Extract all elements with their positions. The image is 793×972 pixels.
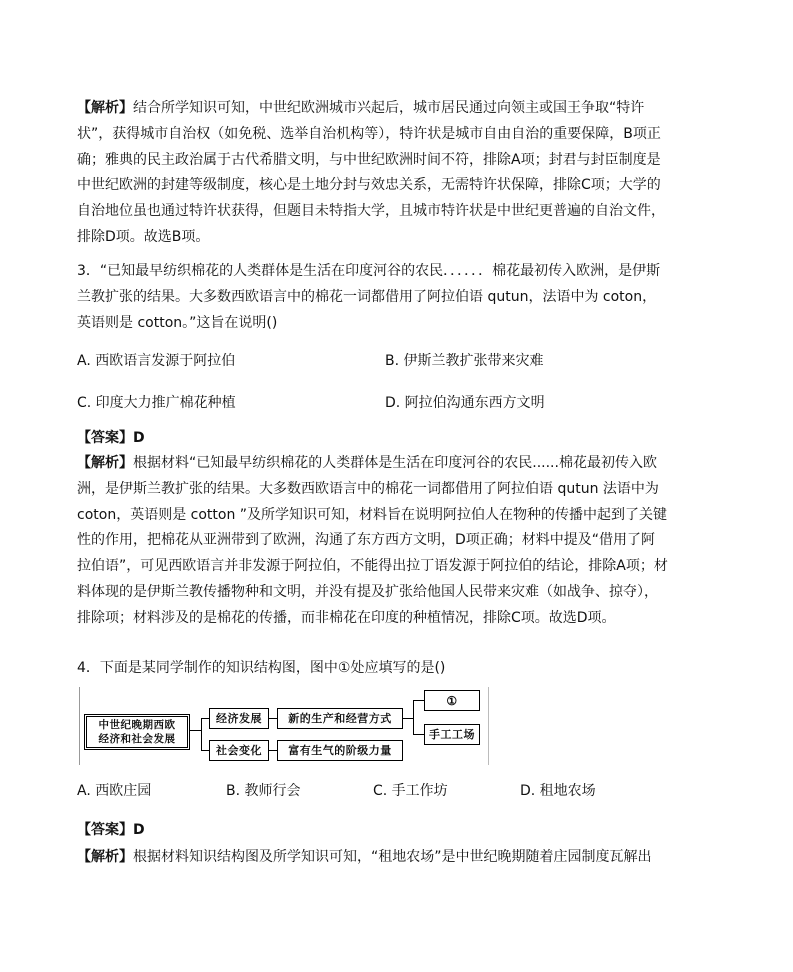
analysis-text: 根据材料“已知最早纺织棉花的人类群体是生活在印度河谷的农民......棉花最初传入欧洲，是伊斯兰教扩张的结果。大多数西欧语言中的棉花一词都借用了阿拉伯语 qutun 法语中为 coton，英语则是 cotton ”及所学知识可知，材料旨在说明阿拉伯人在物种的传播中起到了关键性的作用，把棉花从亚洲带到了欧洲，沟通了东方西方文明，D项正确；材料中提及“借用了阿拉伯语”，可见西欧语言并非发源于阿拉伯，不能得出拉丁语发源于阿拉伯的结论，排除A项；材料体现的是伊斯兰教传播物种和文明，并没有提及扩张给他国人民带来灾难（如战争、掠夺），排除项；材料涉及的是棉花的传播，而非棉花在印度的种植情况，排除C项。故选D项。 (77, 455, 668, 626)
q4-option-c: C. 手工作坊 (373, 783, 448, 799)
connector (413, 734, 424, 735)
connector (413, 700, 424, 701)
q3-option-a: A. 西欧语言发源于阿拉伯 (77, 353, 236, 369)
connector (269, 718, 277, 719)
q3-answer: 【答案】D (77, 430, 145, 446)
analysis-tag: 【解析】 (77, 100, 133, 116)
new-mode-box: 新的生产和经营方式 (277, 708, 403, 729)
analysis-text: 结合所学知识可知，中世纪欧洲城市兴起后，城市居民通过向领主或国王争取“特许状”，获得城市自治权（如免税、选举自治机构等），特许状是城市自由自治的重要保障，B项正确；雅典的民主政治属于古代希腊文明，与中世纪欧洲时间不符，排除A项；封君与封臣制度是中世纪欧洲的封建等级制度，核心是土地分封与效忠关系，无需特许状保障，排除C项；大学的自治地位虽也通过特许状获得，但题目未特指大学，且城市特许状是中世纪更普遍的自治文件，排除D项。故选B项。 (77, 100, 665, 245)
q4-option-b: B. 教师行会 (226, 783, 301, 799)
q4-stem: 4．下面是某同学制作的知识结构图，图中①处应填写的是() (77, 660, 446, 676)
knowledge-structure-diagram (79, 687, 489, 765)
rich-class-box: 富有生气的阶级力量 (277, 740, 403, 761)
analysis-tag: 【解析】 (77, 849, 133, 865)
q3-option-b: B. 伊斯兰教扩张带来灾难 (385, 353, 544, 369)
root-box (84, 714, 190, 750)
connector (269, 750, 277, 751)
connector (201, 718, 209, 719)
workshop-box: 手工工场 (424, 724, 480, 745)
social-box: 社会变化 (209, 740, 269, 761)
q3-option-c: C. 印度大力推广棉花种植 (77, 395, 236, 411)
blank-box: ① (424, 690, 480, 711)
connector (403, 718, 413, 719)
diagram-frame-left (79, 687, 80, 765)
analysis-text: 根据材料知识结构图及所学知识可知，“租地农场”是中世纪晚期随着庄园制度瓦解出 (133, 849, 652, 865)
q4-analysis (77, 846, 652, 866)
diagram-frame-right (488, 687, 489, 765)
econ-box: 经济发展 (209, 708, 269, 729)
analysis-tag: 【解析】 (77, 455, 133, 471)
q4-option-a: A. 西欧庄园 (77, 783, 152, 799)
q4-option-d: D. 租地农场 (520, 783, 596, 799)
connector (201, 750, 209, 751)
connector (413, 700, 414, 735)
connector (201, 718, 202, 751)
root-line-1: 中世纪晚期西欧 (98, 719, 176, 731)
q3-stem: 3．“已知最早纺织棉花的人类群体是生活在印度河谷的农民．．．．．．棉花最初传入欧洲，是伊斯兰教扩张的结果。大多数西欧语言中的棉花一词都借用了阿拉伯语 qutun，法语中为 coton，英语则是 cotton。”这旨在说明() (77, 263, 661, 331)
q3-option-d: D. 阿拉伯沟通东西方文明 (385, 395, 545, 411)
connector (190, 730, 201, 731)
q4-answer: 【答案】D (77, 822, 145, 838)
root-line-2: 经济和社会发展 (98, 733, 176, 745)
q3-analysis (77, 451, 669, 632)
q2-analysis (77, 96, 669, 251)
